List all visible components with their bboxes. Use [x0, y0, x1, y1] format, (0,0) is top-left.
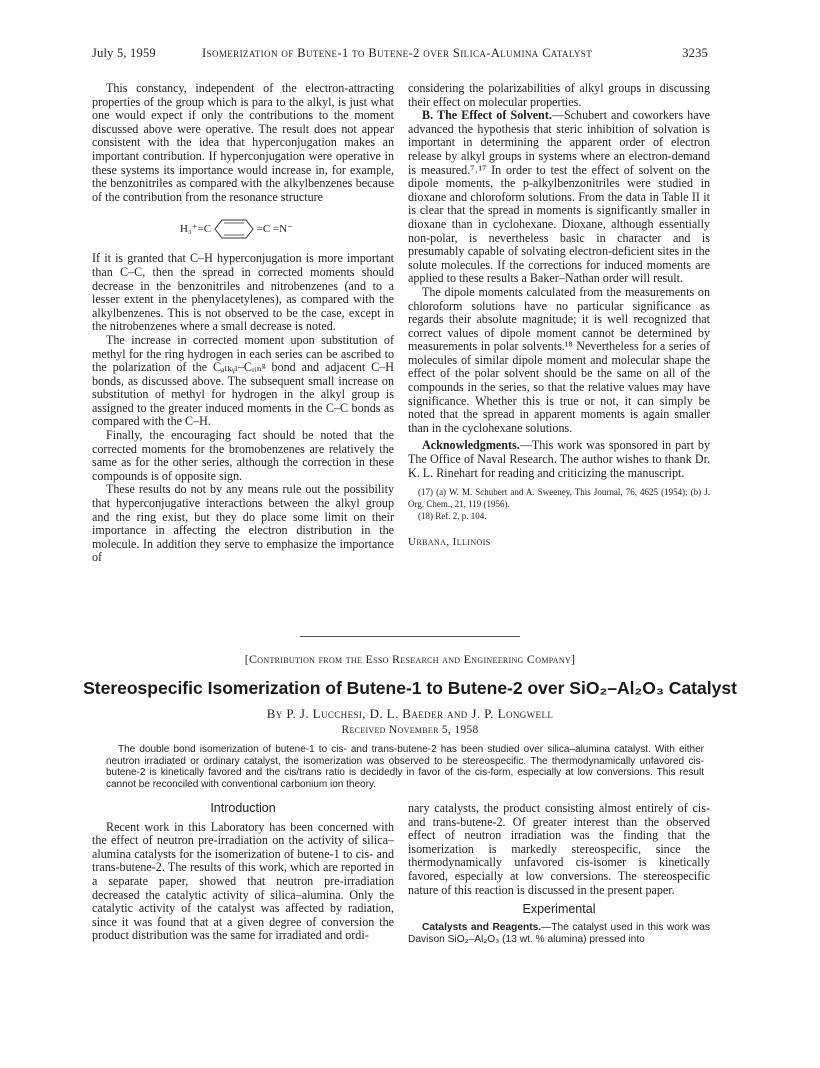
paragraph: This constancy, independent of the electron-attracting properties of the group which is para to the alkyl, is just what one would expect if only the contributions to the moment discussed above were operative. The result does not appear consistent with the idea that hyperconjugation makes an important contribution. If hyperconjugation were operative in these systems its importance would increase in, for example, the benzonitriles as compared with the alkylbenzenes because of the contribution from the resonance structure [92, 81, 394, 204]
right-column [408, 82, 710, 550]
paragraph-text: —The catalyst used in this work was Davison SiO₂–Al₂O₃ (13 wt. % alumina) pressed into [408, 921, 711, 945]
references [408, 486, 710, 522]
paragraph-text: —This work was sponsored in part by The Office of Naval Research. The author wishes to thank Dr. K. L. Rinehart for reading and criticizing the manuscript. [408, 438, 710, 480]
resonance-right-text: =C =N⁻ [256, 222, 293, 235]
header-running-title: Isomerization of Butene-1 to Butene-2 over Silica-Alumina Catalyst [202, 46, 593, 60]
affiliation: Urbana, Illinois [408, 536, 491, 549]
reference-item: (17) (a) W. M. Schubert and A. Sweeney, This Journal, 76, 4625 (1954); (b) J. Org. Chem., 21, 119 (1956). [408, 487, 710, 510]
section-subheading: Acknowledgments. [422, 438, 520, 453]
page-number: 3235 [682, 46, 708, 60]
header-date: July 5, 1959 [92, 46, 156, 60]
paragraph: These results do not by any means rule out the possibility that hyperconjugative interactions between the alkyl group and the ring exist, but they do place some limit on their importance in affecting the electron distribution in the molecule. In addition they serve to emphasize the importance of [92, 482, 394, 565]
article-authors: By P. J. Lucchesi, D. L. Baeder and J. P. Longwell [266, 706, 554, 721]
section-subheading: Catalysts and Reagents. [422, 921, 542, 933]
left-column [92, 82, 394, 565]
paragraph: The increase in corrected moment upon substitution of methyl for the ring hydrogen in each series can be ascribed to the polarization of the Cₐₗₖᵧₗ–Cᵣᵢₙᵍ bond and adjacent C–H bonds, as discussed above. The subsequent small increase on substitution of methyl for hydrogen in the alkyl group is assigned to the greater induced moments in the C–C bonds as compared with the C–H. [92, 332, 394, 429]
introduction-right-column [408, 802, 710, 945]
paragraph-experimental [408, 922, 710, 946]
paragraph-text: —Schubert and coworkers have advanced the hypothesis that steric inhibition of solvation is important in determining the apparent order of electron release by alkyl groups in systems where an electron-demand is measured.⁷˒¹⁷ In order to test the effect of solvent on the dipole moments, the p-alkylbenzonitriles were studied in dioxane and chloroform solutions. From the data in Table II it is clear that the spread in moments is significantly smaller in dioxane than in cyclohexane. Dioxane, although essentially non-polar, is nevertheless basic in character and is presumably capable of solvating electron-deficient sites in the solute molecules. If the corrections for induced moments are applied to these results a Baker–Nathan order will result. [408, 108, 710, 286]
article-title: Stereospecific Isomerization of Butene-1 to Butene-2 over SiO₂–Al₂O₃ Catalyst [83, 678, 737, 698]
paragraph-solvent [408, 109, 710, 286]
section-subheading: B. The Effect of Solvent. [422, 108, 552, 123]
contribution-line: [Contribution from the Esso Research and Engineering Company] [244, 652, 576, 666]
received-date: Received November 5, 1958 [341, 724, 479, 736]
reference-item: (18) Ref. 2, p. 104. [418, 511, 487, 522]
paragraph: Finally, the encouraging fact should be noted that the corrected moments for the bromobenzenes are relatively the same as for the other series, although the correction in these compounds is of opposite sign. [92, 428, 394, 483]
paragraph: considering the polarizabilities of alkyl groups in discussing their effect on molecular properties. [408, 81, 710, 109]
paragraph-acknowledgments [408, 439, 710, 480]
paragraph: nary catalysts, the product consisting almost entirely of cis- and trans-butene-2. Of greater interest than the observed effect of neutron irradiation was the finding that the isomerization is markedly stereospecific, since the thermodynamically unfavored cis-isomer is kinetically favored, especially at low conversions. The stereospecific nature of this reaction is discussed in the present paper. [408, 801, 710, 897]
abstract: The double bond isomerization of butene-1 to cis- and trans-butene-2 has been studied over silica–alumina catalyst. With either neutron irradiated or ordinary catalyst, the isomerization was observed to be stereospecific. The thermodynamically unfavored cis-butene-2 is kinetically favored and the cis/trans ratio is decidedly in favor of the cis-form, especially at low conversions. This result cannot be reconciled with conventional carbonium ion theory. [106, 744, 704, 790]
paragraph: Recent work in this Laboratory has been concerned with the effect of neutron pre-irradiation on the activity of silica–alumina catalysts for the isomerization of butene-1 to cis- and trans-butene-2. The results of this work, which are reported in a separate paper, showed that neutron pre-irradiation decreased the catalytic activity of silica–alumina. Only the catalytic activity of the catalyst was affected by radiation, since it was found that at a given degree of conversion the product distribution was the same for irradiated and ordi- [92, 819, 394, 943]
introduction-left-column [92, 802, 394, 943]
experimental-heading: Experimental [522, 902, 596, 917]
resonance-left-text: H₃⁺=C [180, 222, 212, 235]
paragraph: The dipole moments calculated from the measurements on chloroform solutions have no particular significance as regards their absolute magnitude; it is well recognized that correct values of dipole moment cannot be determined by measurements in polar solvents.¹⁸ Nevertheless for a series of molecules of similar dipole moment and molecular shape the effect of the polar solvent should be the same on all of the compounds in the series, so that the relative values may have significance. Whether this is true or not, it can simply be noted that the spread in apparent moments is again smaller than in the cyclohexane solutions. [408, 284, 710, 435]
divider-rule [300, 636, 520, 637]
paragraph: If it is granted that C–H hyperconjugation is more important than C–C, then the spread in corrected moments should decrease in the benzonitriles and nitrobenzenes (and to a lesser extent in the phenylacetylenes), as compared with the alkylbenzenes. This is not observed to be the case, except in the nitrobenzenes where a small decrease is noted. [92, 251, 394, 334]
introduction-heading: Introduction [210, 801, 276, 815]
benzene-ring-icon [214, 218, 254, 240]
resonance-structure [92, 210, 394, 248]
running-header [92, 46, 708, 64]
